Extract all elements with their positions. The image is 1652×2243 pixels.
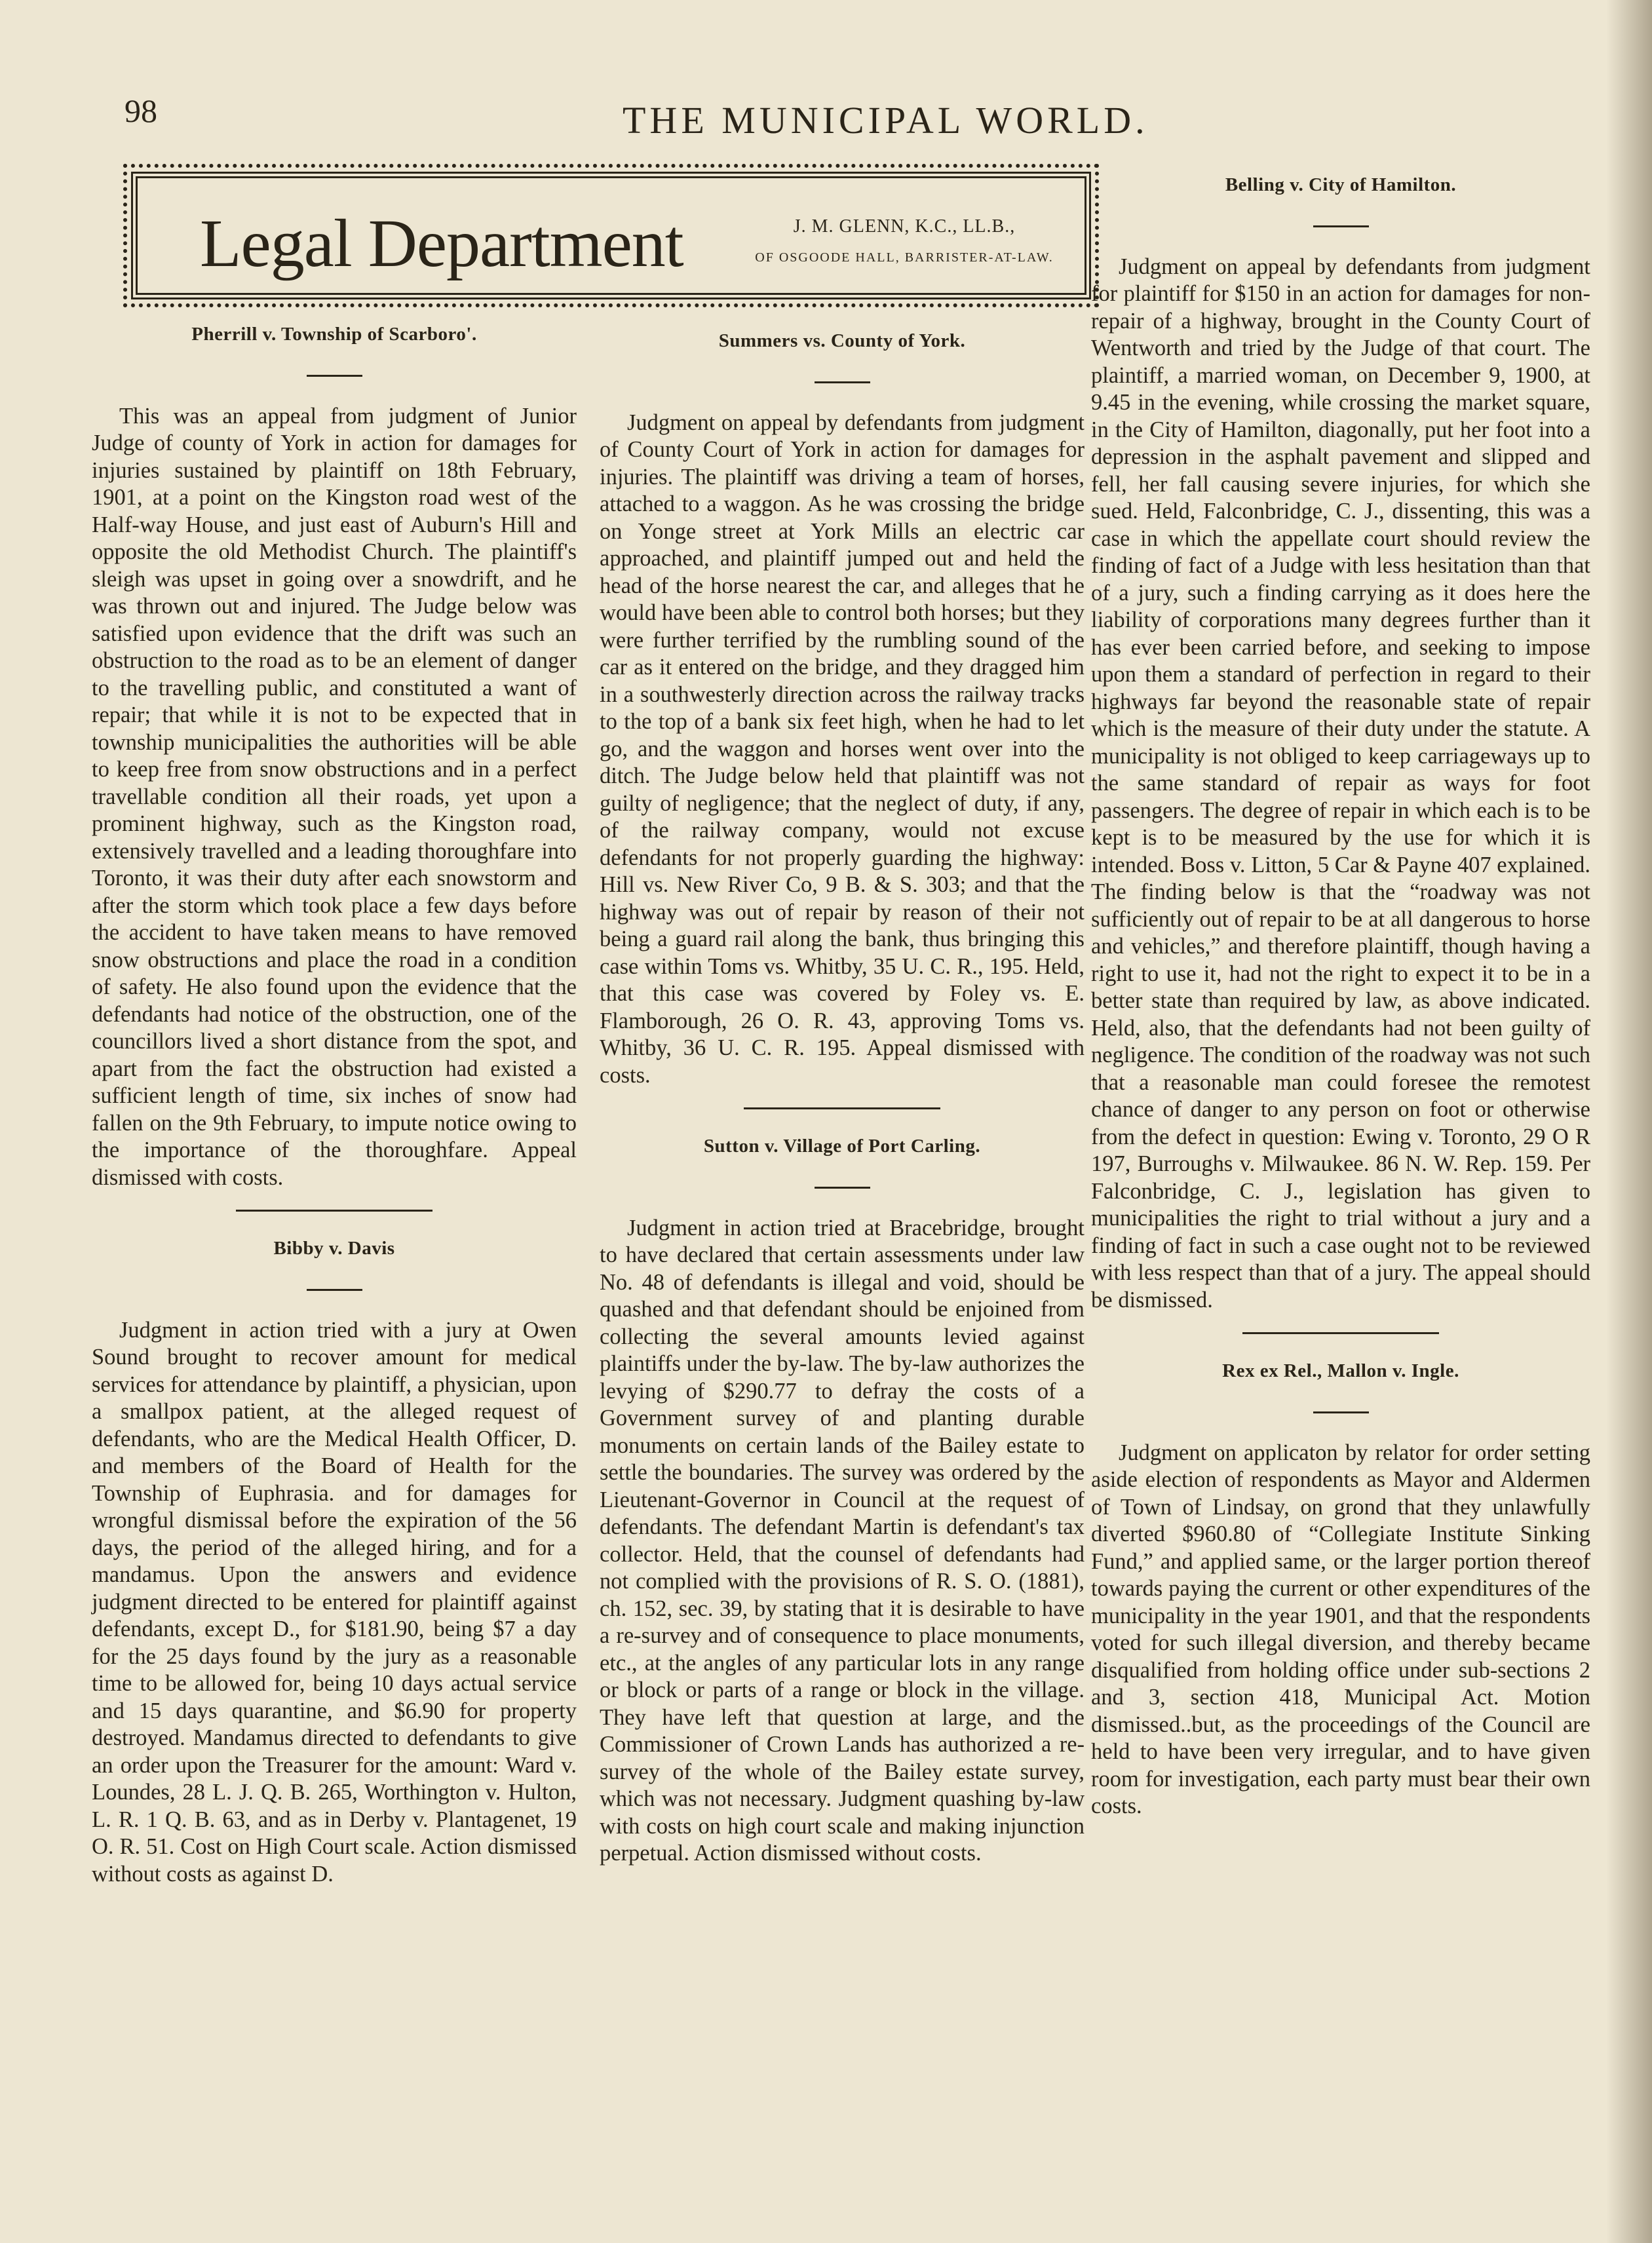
case-title-pherrill: Pherrill v. Township of Scarboro'. <box>191 324 477 345</box>
case-text-rex: Judgment on applicaton by relator for order setting aside election of respondents as Mayor and Aldermen of Town of Lindsay, on grond that they unlawfully diverted $960.80 of “Collegiate Institute Sinking Fund,” and applied same, or the larger portion thereof towards paying the current or other expenditures of the municipality in the year 1901, and that the respondents voted for such illegal diversion, and thereby became disqualified from holding office under sub-sections 2 and 3, section 418, Municipal Act. Motion dismissed..but, as the proceedings of the Council are held to have been very irregular, and to have given room for investigation, each party must bear their own costs. <box>1091 1440 1590 1818</box>
divider <box>307 1289 362 1291</box>
case-text-pherrill: This was an appeal from judgment of Junior Judge of county of York in action for damages for injuries sustained by plaintiff on 18th February, 1901, at a point on the Kingston road west of the Half-way House, and just east of Auburn's Hill and opposite the old Methodist Church. The plaintiff's sleigh was upset in going over a snowdrift, and he was thrown out and injured. The Judge below was satisfied upon evidence that the drift was such an obstruction to the road as to be an element of danger to the travelling public, and constituted a want of repair; that while it is not to be expected that in township municipalities the authorities will be able to keep free from snow obstructions and in a perfect travellable condition all their roads, yet upon a prominent highway, such as the Kingston road, extensively travelled and a leading thoroughfare into Toronto, it was their duty after each snowstorm and after the storm which took place a few days before the accident to have taken means to have removed snow obstructions and place the road in a condition of safety. He also found upon the evidence that the defendants had notice of the obstruction, one of the councillors lived a short distance from the spot, and apart from the fact the obstruction had existed a sufficient length of time, six inches of snow had fallen on the 9th February, to impute notice owing to the importance of the thoroughfare. Appeal dismissed with costs. <box>92 403 577 1190</box>
masthead-affiliation: OF OSGOODE HALL, BARRISTER-AT-LAW. <box>755 250 1054 265</box>
section-divider <box>236 1210 432 1212</box>
section-divider <box>1242 1332 1439 1334</box>
divider <box>1313 225 1369 227</box>
masthead-title: Legal Department <box>200 206 683 281</box>
section-divider <box>744 1107 940 1109</box>
column-3 <box>1091 172 1590 1820</box>
divider <box>815 1187 870 1189</box>
column-1 <box>92 321 577 1888</box>
legal-department-masthead <box>131 172 1091 299</box>
divider <box>1313 1411 1369 1413</box>
case-title-sutton: Sutton v. Village of Port Carling. <box>703 1136 981 1157</box>
column-2 <box>600 328 1085 1868</box>
running-head: THE MUNICIPAL WORLD. <box>623 99 1149 142</box>
page-number: 98 <box>125 92 157 129</box>
case-text-summers: Judgment on appeal by defendants from judgment of County Court of York in action for damages for injuries. The plaintiff was driving a team of horses, attached to a waggon. As he was crossing the bridge on Yonge street at York Mills an electric car approached, and plaintiff jumped out and held the head of the horse nearest the car, and alleges that he would have been able to control both horses; but they were further terrified by the rumbling sound of the car as it entered on the bridge, and they dragged him in a southwesterly direction across the railway tracks to the top of a bank six feet high, when he had to let go, and the waggon and horses went over into the ditch. The Judge below held that plaintiff was not guilty of negligence; that the neglect of duty, if any, of the railway company, would not excuse defendants for not properly guarding the highway: Hill vs. New River Co, 9 B. & S. 303; and that the highway was out of repair by reason of their not being a guard rail along the bank, thus bringing this case within Toms vs. Whitby, 35 U. C. R., 195. Held, that this case was covered by Foley vs. E. Flamborough, 26 O. R. 43, approving Toms vs. Whitby, 36 U. C. R. 195. Appeal dismissed with costs. <box>600 410 1085 1088</box>
page-edge-shadow <box>1606 0 1652 2243</box>
case-title-rex: Rex ex Rel., Mallon v. Ingle. <box>1222 1360 1459 1381</box>
divider <box>815 381 870 383</box>
case-title-bibby: Bibby v. Davis <box>273 1238 395 1259</box>
case-text-bibby: Judgment in action tried with a jury at Owen Sound brought to recover amount for medical services for attendance by plaintiff, a physician, upon a smallpox patient, at the alleged request of defendants, who are the Medical Health Officer, D. and members of the Board of Health for the Township of Euphrasia. and for damages for wrongful dismissal before the expiration of the 56 days, the period of the alleged hiring, and for a mandamus. Upon the answers and evidence judgment directed to be entered for plaintiff against defendants, except D., for $181.90, being $7 a day for the 25 days found by the jury as a reasonable time to be allowed for, being 10 days actual service and 15 days quarantine, and $6.90 for property destroyed. Mandamus directed to defendants to give an order upon the Treasurer for the amount: Ward v. Loundes, 28 L. J. Q. B. 265, Worthington v. Hulton, L. R. 1 Q. B. 63, and as in Derby v. Plantagenet, 19 O. R. 51. Cost on High Court scale. Action dismissed without costs as against D. <box>92 1317 577 1887</box>
case-title-summers: Summers vs. County of York. <box>718 330 966 351</box>
case-text-sutton: Judgment in action tried at Bracebridge, brought to have declared that certain assessments under law No. 48 of defendants is illegal and void, should be quashed and that defendant should be enjoined from collecting the several amounts levied against plaintiffs under the by-law. The by-law authorizes the levying of $290.77 to defray the costs of a Government survey of and planting durable monuments on certain lands of the Bailey estate to settle the boundaries. The survey was ordered by the Lieutenant-Governor in Council at the request of defendants. The defendant Martin is defendant's tax collector. Held, that the counsel of defendants had not complied with the provisions of R. S. O. (1881), ch. 152, sec. 39, by stating that it is desirable to have a re-survey and of consequence to place monuments, etc., at the angles of any particular lots in any range or block or parts of a range or block in the village. They have left that question at large, and the Commissioner of Crown Lands has authorized a re-survey of the whole of the Bailey estate survey, which was not necessary. Judgment quashing by-law with costs on high court scale and making injunction perpetual. Action dismissed without costs. <box>600 1215 1085 1866</box>
masthead-author: J. M. GLENN, K.C., LL.B., <box>793 216 1016 237</box>
case-text-belling: Judgment on appeal by defendants from judgment for plaintiff for $150 in an action for damages for non-repair of a highway, brought in the County Court of Wentworth and tried by the Judge of that court. The plaintiff, a married woman, on December 9, 1900, at 9.45 in the evening, while crossing the market square, in the City of Hamilton, diagonally, put her foot into a depression in the asphalt pavement and slipped and fell, her fall causing severe injuries, for which she sued. Held, Falconbridge, C. J., dissenting, this was a case in which the appellate court should review the finding of fact of a Judge with less hesitation than that of a jury, such a finding carrying as it does here the liability of corporations many degrees further than it has ever been carried before, and seeking to impose upon them a standard of perfection in regard to their highways far beyond the reasonable state of repair which is the measure of their duty under the statute. A municipality is not obliged to keep carriageways up to the same standard of repair as ways for foot passengers. The degree of repair in which each is to be kept is to be measured by the use for which it is intended. Boss v. Litton, 5 Car & Payne 407 explained. The finding below is that the “roadway was not sufficiently out of repair to be at all dangerous to horse and vehicles,” and therefore plaintiff, though having a right to use it, had not the right to expect it to be in a better state than required by law, as above indicated. Held, also, that the defendants had not been guilty of negligence. The condition of the roadway was not such that a reasonable man could foresee the remotest chance of danger to any person on foot or otherwise from the defect in question: Ewing v. Toronto, 29 O R 197, Burroughs v. Milwaukee. 86 N. W. Rep. 159. Per Falconbridge, C. J., legislation has given to municipalities the right to trial without a jury and a finding of fact in such a case ought not to be reviewed with less respect than that of a jury. The appeal should be dismissed. <box>1091 254 1590 1313</box>
case-title-belling: Belling v. City of Hamilton. <box>1225 174 1457 195</box>
divider <box>307 375 362 377</box>
